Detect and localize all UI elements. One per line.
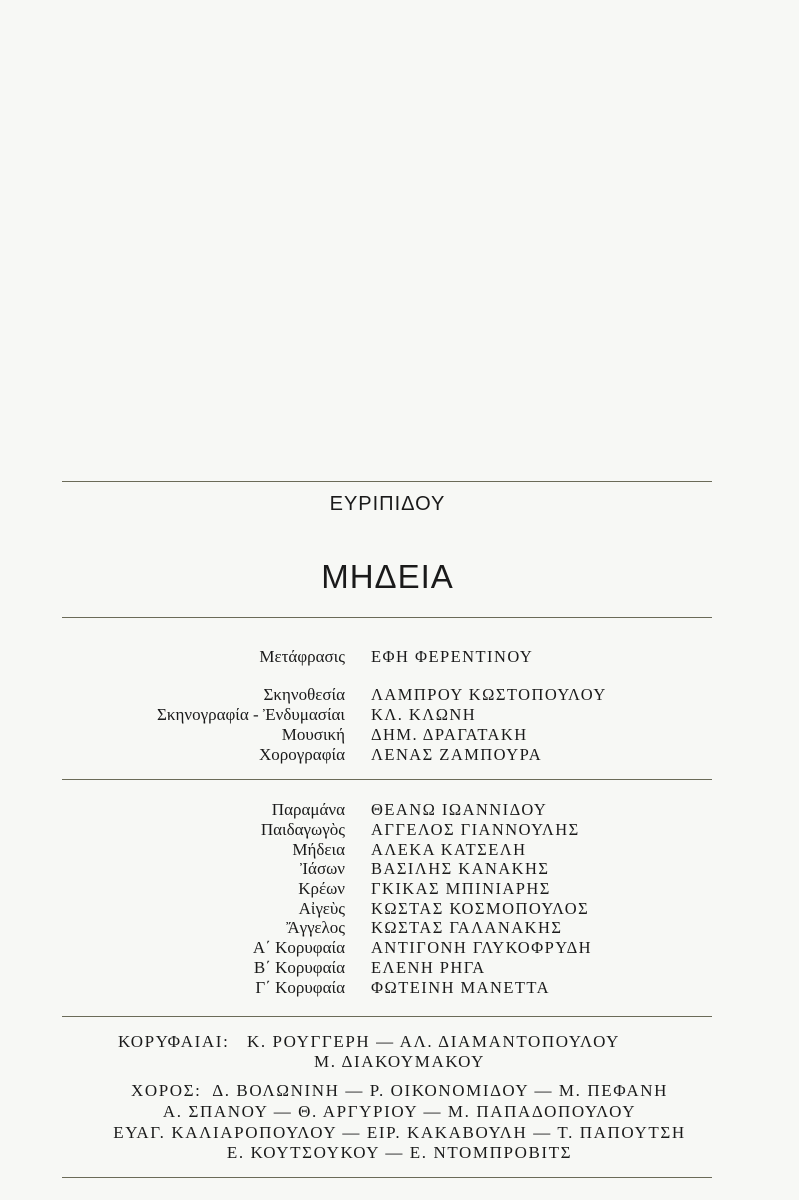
cast-name: ΑΓΓΕΛΟΣ ΓΙΑΝΝΟΥΛΗΣ [371, 820, 580, 839]
author-heading: ΕΥΡΙΠΙΔΟΥ [329, 493, 446, 515]
cast-name: ΒΑΣΙΛΗΣ ΚΑΝΑΚΗΣ [371, 859, 550, 878]
cast-name: ΑΝΤΙΓΟΝΗ ΓΛΥΚΟΦΡΥΔΗ [371, 938, 593, 957]
credit-role: Μετάφρασις [259, 647, 345, 666]
cast-name: ΓΚΙΚΑΣ ΜΠΙΝΙΑΡΗΣ [371, 879, 551, 898]
cast-role: Β΄ Κορυφαία [253, 958, 345, 977]
divider-cast [62, 1016, 712, 1017]
play-title: ΜΗΔΕΙΑ [321, 558, 454, 595]
credit-name: ΚΛ. ΚΛΩΝΗ [371, 705, 477, 724]
cast-name: ΚΩΣΤΑΣ ΓΑΛΑΝΑΚΗΣ [371, 918, 563, 937]
cast-role: Μήδεια [292, 840, 345, 859]
credit-name: ΛΕΝΑΣ ΖΑΜΠΟΥΡΑ [371, 745, 543, 764]
cast-role: Παραμάνα [271, 800, 345, 819]
divider-bottom [62, 1177, 712, 1178]
cast-role: Γ΄ Κορυφαία [255, 978, 345, 997]
credit-name: ΔΗΜ. ΔΡΑΓΑΤΑΚΗ [371, 725, 528, 744]
credit-role: Σκηνογραφία - Ἐνδυμασίαι [157, 705, 345, 724]
koryphaiai-line: Μ. ΔΙΑΚΟΥΜΑΚΟΥ [314, 1052, 485, 1071]
chorus-line: ΧΟΡΟΣ: Δ. ΒΟΛΩΝΙΝΗ — Ρ. ΟΙΚΟΝΟΜΙΔΟΥ — Μ. ΠΕΦΑΝΗ [130, 1081, 669, 1100]
credit-role: Μουσική [281, 725, 345, 744]
credit-name: ΕΦΗ ΦΕΡΕΝΤΙΝΟΥ [371, 647, 534, 666]
credit-role: Χορογραφία [259, 745, 345, 764]
cast-name: ΕΛΕΝΗ ΡΗΓΑ [371, 958, 486, 977]
chorus-line: Α. ΣΠΑΝΟΥ — Θ. ΑΡΓΥΡΙΟΥ — Μ. ΠΑΠΑΔΟΠΟΥΛΟΥ [162, 1102, 637, 1121]
divider-top [62, 481, 712, 482]
credit-role: Σκηνοθεσία [263, 685, 345, 704]
cast-role: Ἰάσων [300, 859, 345, 878]
cast-name: ΘΕΑΝΩ ΙΩΑΝΝΙΔΟΥ [371, 800, 548, 819]
cast-role: Ἄγγελος [286, 918, 345, 937]
cast-role: Παιδαγωγὸς [260, 820, 345, 839]
cast-name: ΑΛΕΚΑ ΚΑΤΣΕΛΗ [371, 840, 527, 859]
cast-role: Κρέων [298, 879, 345, 898]
chorus-line: Ε. ΚΟΥΤΣΟΥΚΟΥ — Ε. ΝΤΟΜΠΡΟΒΙΤΣ [226, 1143, 573, 1162]
cast-role: Αἰγεὺς [298, 899, 345, 918]
divider-credits [62, 779, 712, 780]
cast-name: ΚΩΣΤΑΣ ΚΟΣΜΟΠΟΥΛΟΣ [371, 899, 590, 918]
chorus-line: ΕΥΑΓ. ΚΑΛΙΑΡΟΠΟΥΛΟΥ — ΕΙΡ. ΚΑΚΑΒΟΥΛΗ — Τ. ΠΑΠΟΥΤΣΗ [113, 1123, 686, 1142]
divider-title [62, 617, 712, 618]
koryphaiai-line: ΚΟΡΥΦΑΙΑΙ: Κ. ΡΟΥΓΓΕΡΗ — ΑΛ. ΔΙΑΜΑΝΤΟΠΟΥΛΟΥ [118, 1032, 621, 1051]
credit-name: ΛΑΜΠΡΟΥ ΚΩΣΤΟΠΟΥΛΟΥ [371, 685, 607, 704]
cast-role: Α΄ Κορυφαία [252, 938, 345, 957]
cast-name: ΦΩΤΕΙΝΗ ΜΑΝΕΤΤΑ [371, 978, 550, 997]
